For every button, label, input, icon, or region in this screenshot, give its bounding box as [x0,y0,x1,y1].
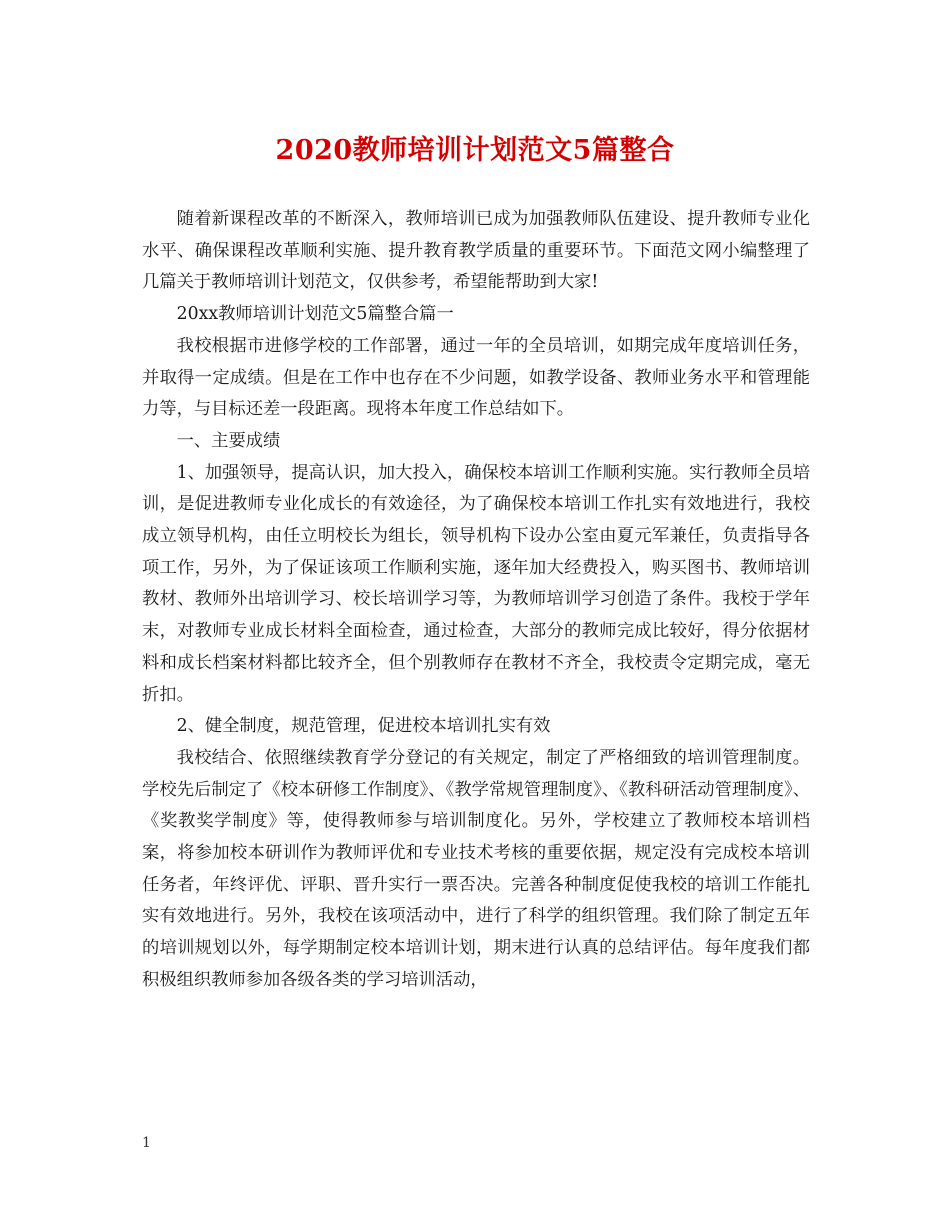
document-body [142,204,810,997]
paragraph-leadership: 1、加强领导，提高认识，加大投入，确保校本培训工作顺利实施。实行教师全员培训，是促进教师专业化成长的有效途径，为了确保校本培训工作扎实有效地进行，我校成立领导机构，由任立明校长为组长，领导机构下设办公室由夏元军兼任，负责指导各项工作，另外，为了保证该项工作顺利实施，逐年加大经费投入，购买图书、教师培训教材、教师外出培训学习、校长培训学习等，为教师培训学习创造了条件。我校于学年末，对教师专业成长材料全面检查，通过检查，大部分的教师完成比较好，得分依据材料和成长档案材料都比较齐全，但个别教师存在教材不齐全，我校责令定期完成，毫无折扣。 [142,462,810,705]
paragraph-intro: 随着新课程改革的不断深入，教师培训已成为加强教师队伍建设、提升教师专业化水平、确保课程改革顺利实施、提升教育教学质量的重要环节。下面范文网小编整理了几篇关于教师培训计划范文，仅供参考，希望能帮助到大家! [142,209,810,293]
document-title: 2020教师培训计划范文5篇整合 [275,135,675,166]
paragraph-system: 我校结合、依照继续教育学分登记的有关规定，制定了严格细致的培训管理制度。学校先后制定了《校本研修工作制度》、《教学常规管理制度》、《教科研活动管理制度》、《奖教奖学制度》等，使得教师参与培训制度化。另外，学校建立了教师校本培训档案，将参加校本研训作为教师评优和专业技术考核的重要依据，规定没有完成校本培训任务者，年终评优、评职、晋升实行一票否决。完善各种制度促使我校的培训工作能扎实有效地进行。另外，我校在该项活动中，进行了科学的组织管理。我们除了制定五年的培训规划以外，每学期制定校本培训计划，期末进行认真的总结评估。每年度我们都积极组织教师参加各级各类的学习培训活动， [142,747,810,990]
page-number: 1 [142,1135,151,1151]
section-heading-part-one: 20xx教师培训计划范文5篇整合篇一 [176,304,454,325]
section-heading-main-achievements: 一、主要成绩 [176,430,281,451]
section-heading-system: 2、健全制度，规范管理，促进校本培训扎实有效 [176,716,551,737]
paragraph-overview: 我校根据市进修学校的工作部署，通过一年的全员培训，如期完成年度培训任务，并取得一定成绩。但是在工作中也存在不少问题，如教学设备、教师业务水平和管理能力等，与目标还差一段距离。现将本年度工作总结如下。 [142,335,810,420]
